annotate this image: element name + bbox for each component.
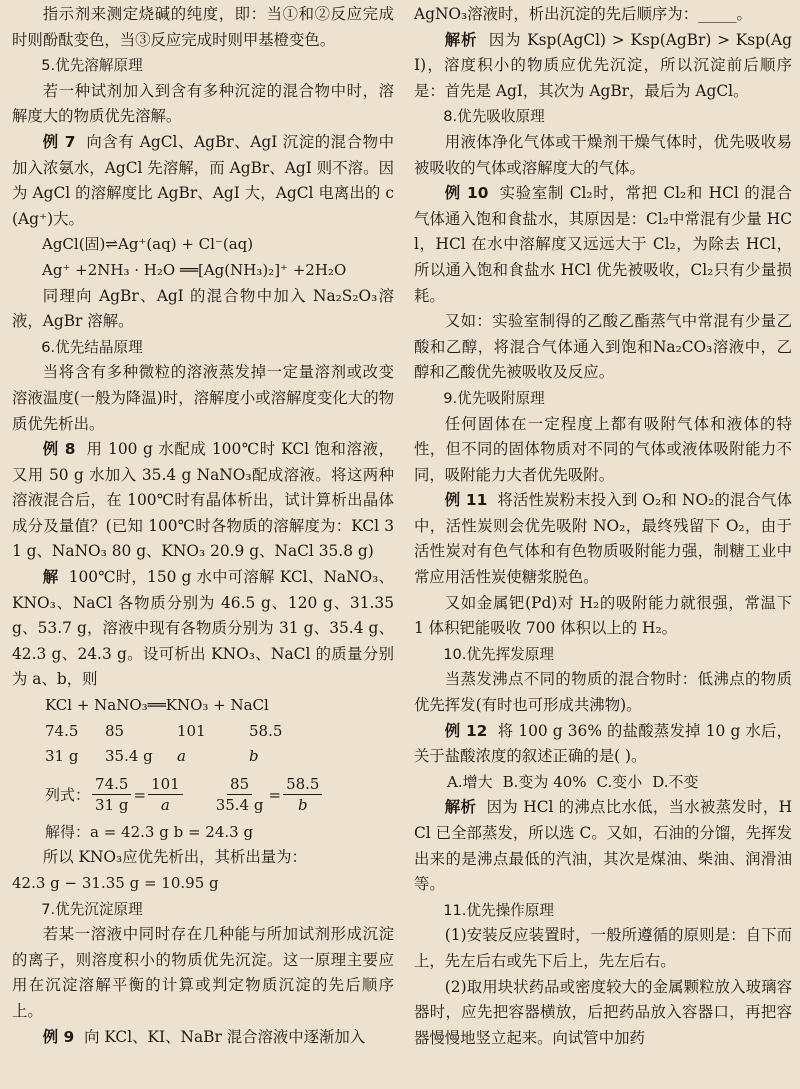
paragraph: 又如金属钯(Pd)对 H₂的吸附能力就很强，常温下 1 体积钯能吸收 700 体积以上的 H₂。 <box>414 593 792 638</box>
solution-label: 解 <box>42 568 59 587</box>
molar-mass-row <box>12 719 394 745</box>
example-text: 向 KCl、KI、NaBr 混合溶液中逐渐加入 <box>84 1027 366 1046</box>
paragraph: 若一种试剂加入到含有多种沉淀的混合物中时，溶解度大的物质优先溶解。 <box>12 81 394 126</box>
example-7 <box>12 130 394 232</box>
example-label: 例 7 <box>42 132 76 151</box>
paragraph: 若某一溶液中同时存在几种能与所加试剂形成沉淀的离子，则溶度积小的物质优先沉淀。这一原理主要应用在沉淀溶解平衡的计算或判定物质沉淀的先后顺序上。 <box>12 925 394 1020</box>
numerator: 101 <box>148 774 183 795</box>
conclusion: 所以 KNO₃应优先析出，其析出量为： <box>42 848 307 867</box>
right-column <box>414 2 792 1051</box>
section-heading-6: 6.优先结晶原理 <box>41 338 143 356</box>
denominator: 35.4 g <box>215 796 264 815</box>
section-heading-8: 8.优先吸收原理 <box>443 108 545 126</box>
example-text: 将活性炭粉末投入到 O₂和 NO₂的混合气体中，活性炭则会优先吸附 NO₂，最终残留下 O₂，由于活性炭对有色气体和有色物质吸附能力强，制糖工业中常应用活性炭使糖浆脱色。 <box>414 491 792 587</box>
paragraph: 同理向 AgBr、AgI 的混合物中加入 Na₂S₂O₃溶液，AgBr 溶解。 <box>12 286 394 331</box>
example-label: 例 10 <box>444 184 489 203</box>
example-label: 例 9 <box>42 1027 75 1046</box>
example-text: 将 100 g 36% 的盐酸蒸发掉 10 g 水后，关于盐酸浓度的叙述正确的是( )。 <box>414 721 792 766</box>
denominator: a <box>160 796 170 815</box>
fraction <box>213 774 267 815</box>
example-11 <box>414 488 792 590</box>
example-12 <box>414 719 792 770</box>
cell: 74.5 <box>45 721 79 740</box>
proportion-equations: 列式： $\frac{74.5}{31 g}$ = $\frac{101}{a}$ $\frac{85}{35.4 g}$ = $\frac{58.5}{b}$ <box>12 770 394 820</box>
example-text: 向含有 AgCl、AgBr、AgI 沉淀的混合物中加入浓氨水，AgCl 先溶解，而 AgBr、AgI 则不溶。因为 AgCl 的溶解度比 AgBr、AgI 大，AgCl 电离出的 c(Ag⁺)大。 <box>12 132 394 228</box>
mass-row <box>12 744 394 770</box>
fraction <box>283 774 322 815</box>
cell: 85 <box>105 721 125 740</box>
option-b: B.变为 40% <box>502 772 587 791</box>
analysis-text: 因为 HCl 的沸点比水低，当水被蒸发时，HCl 已全部蒸发，所以选 C。又如，石油的分馏，先挥发出来的是沸点最低的汽油，其次是煤油、柴油、润滑油等。 <box>414 798 792 894</box>
paragraph: 指示剂来测定烧碱的纯度，即：当①和②反应完成时则酚酞变色，当③反应完成时则甲基橙变色。 <box>12 5 394 49</box>
analysis <box>414 28 792 105</box>
analysis <box>414 795 792 897</box>
example-text: 用 100 g 水配成 100℃时 KCl 饱和溶液，又用 50 g 水加入 35.4 g NaNO₃配成溶液。将这两种溶液混合后，在 100℃时有晶体析出，试计算析出晶体成分及量值？(已知 100℃时各物质的溶解度为：KCl 31 g、NaNO₃ 80 g、KNO₃ 20.9 g、NaCl 35.8 g) <box>12 440 394 561</box>
example-label: 例 11 <box>444 491 488 510</box>
left-column <box>12 2 394 1050</box>
section-heading-10: 10.优先挥发原理 <box>443 645 554 663</box>
example-8 <box>12 437 394 565</box>
cell: b <box>249 747 259 766</box>
cell: 31 g <box>45 747 79 766</box>
answer-options <box>414 770 792 796</box>
equation: AgCl(固)⇌Ag⁺(aq) + Cl⁻(aq) <box>42 235 254 254</box>
numerator: 85 <box>227 774 252 795</box>
example-9 <box>12 1025 394 1051</box>
option-d: D.不变 <box>652 772 699 791</box>
final-calculation: 42.3 g − 31.35 g = 10.95 g <box>12 874 219 892</box>
example-label: 例 12 <box>444 721 488 740</box>
cell: 35.4 g <box>105 747 153 766</box>
option-c: C.变小 <box>596 772 643 791</box>
section-heading-7: 7.优先沉淀原理 <box>41 900 143 918</box>
analysis-label: 解析 <box>444 30 478 49</box>
cell: 101 <box>177 721 206 740</box>
result: 解得：a = 42.3 g b = 24.3 g <box>45 822 254 841</box>
section-heading-5: 5.优先溶解原理 <box>41 57 143 75</box>
solution-text: 100℃时，150 g 水中可溶解 KCl、NaNO₃、KNO₃、NaCl 各物质分别为 46.5 g、120 g、31.35 g、53.7 g，溶液中现有各物质分别为 31 g、35.4 g、42.3 g、24.3 g。设可析出 KNO₃、NaCl 的质量分别为 a、b，则 <box>12 568 394 689</box>
example-10 <box>414 181 792 309</box>
cell: 58.5 <box>249 721 283 740</box>
section-heading-9: 9.优先吸附原理 <box>443 389 545 407</box>
equation: Ag⁺ +2NH₃ · H₂O ══[Ag(NH₃)₂]⁺ +2H₂O <box>42 260 347 279</box>
cell: a <box>177 747 186 766</box>
denominator: b <box>297 796 308 815</box>
numerator: 58.5 <box>283 774 322 795</box>
analysis-label: 解析 <box>444 798 477 817</box>
paragraph: 当将含有多种微粒的溶液蒸发掉一定量溶剂或改变溶液温度(一般为降温)时，溶解度小或溶解度变化大的物质优先析出。 <box>12 363 394 433</box>
fraction <box>92 774 131 815</box>
paragraph: AgNO₃溶液时，析出沉淀的先后顺序为：_____。 <box>414 5 752 23</box>
paragraph: 用液体净化气体或干燥剂干燥气体时，优先吸收易被吸收的气体或溶解度大的气体。 <box>414 132 792 177</box>
denominator: 31 g <box>95 796 129 815</box>
example-text: 实验室制 Cl₂时，常把 Cl₂和 HCl 的混合气体通入饱和食盐水，其原因是：Cl₂中常混有少量 HCl，HCl 在水中溶解度又远远大于 Cl₂，为除去 HCl，所以通入饱和食盐水 HCl 优先被吸收，Cl₂只有少量损耗。 <box>414 184 792 305</box>
section-heading-11: 11.优先操作原理 <box>443 901 554 919</box>
option-a: A.增大 <box>447 772 493 791</box>
analysis-text: 因为 Ksp(AgCl) > Ksp(AgBr) > Ksp(AgI)，溶度积小的物质应优先沉淀，所以沉淀前后顺序是：首先是 AgI，其次为 AgBr，最后为 AgCl。 <box>414 30 792 100</box>
paragraph: 当蒸发沸点不同的物质的混合物时：低沸点的物质优先挥发(有时也可形成共沸物)。 <box>414 670 792 715</box>
solution <box>12 565 394 693</box>
example-label: 例 8 <box>42 440 76 459</box>
paragraph: 又如：实验室制得的乙酸乙酯蒸气中常混有少量乙酸和乙醇，将混合气体通入到饱和Na₂CO₃溶液中，乙醇和乙酸优先被吸收及反应。 <box>414 312 792 382</box>
paragraph: (1)安装反应装置时，一般所遵循的原则是：自下而上，先左后右或先下后上，先左后右。 <box>414 926 792 970</box>
reaction-equation: KCl + NaNO₃══KNO₃ + NaCl <box>45 696 269 715</box>
proportion-prefix: 列式： <box>45 785 91 804</box>
numerator: 74.5 <box>92 774 131 795</box>
paragraph: (2)取用块状药品或密度较大的金属颗粒放入玻璃容器时，应先把容器横放，后把药品放入容器口，再把容器慢慢地竖立起来。向试管中加药 <box>414 977 792 1047</box>
fraction <box>148 774 183 815</box>
paragraph: 任何固体在一定程度上都有吸附气体和液体的特性，但不同的固体物质对不同的气体或液体吸附能力不同，吸附能力大者优先吸附。 <box>414 414 792 484</box>
